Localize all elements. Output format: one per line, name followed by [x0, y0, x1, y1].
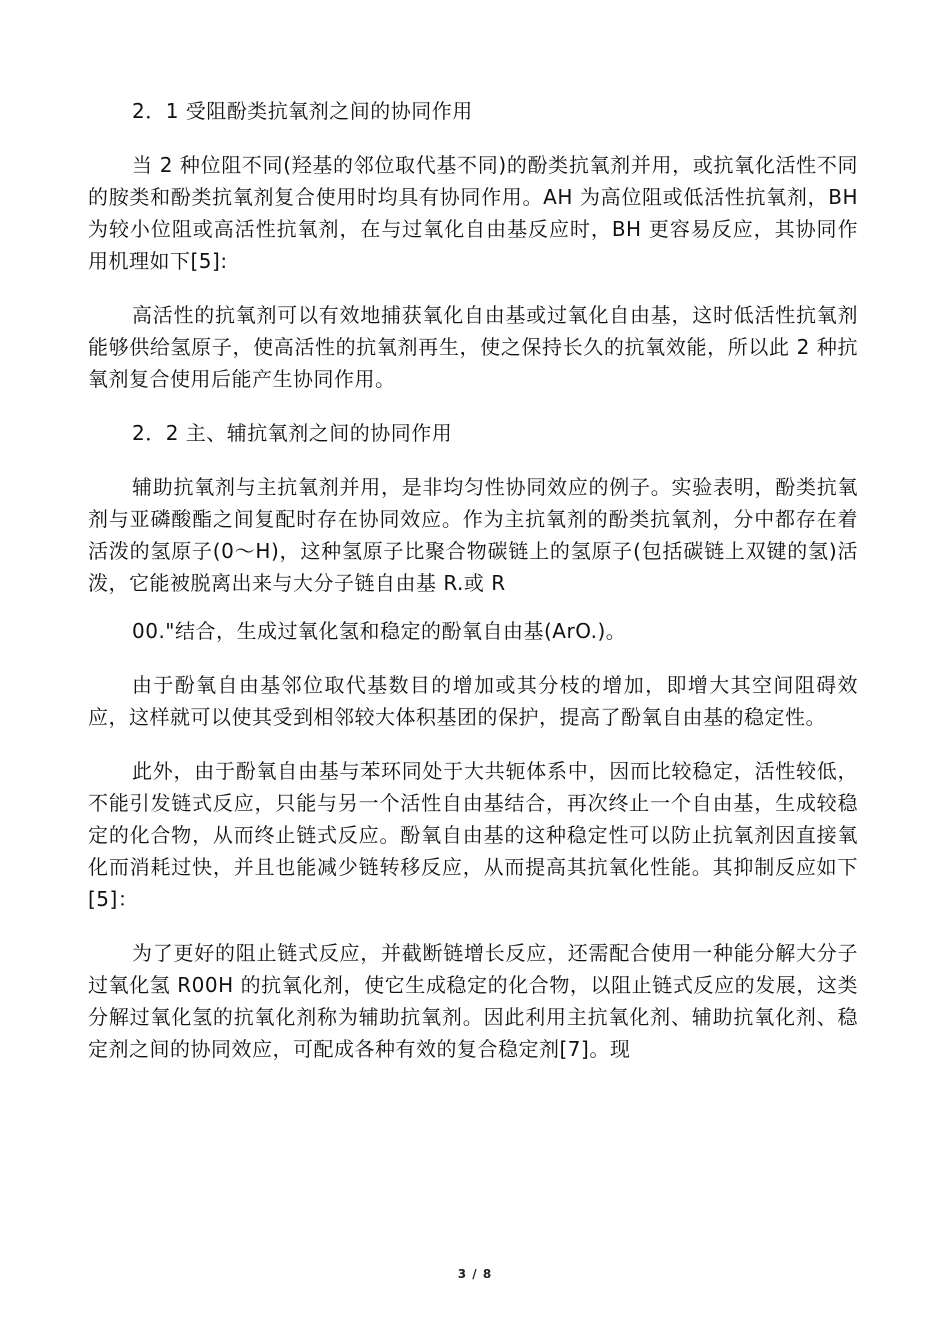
paragraph-phenoxy-radical-formation: 00."结合，生成过氧化氢和稳定的酚氧自由基(ArO.)。 — [132, 619, 627, 643]
paragraph-steric-hindrance: 由于酚氧自由基邻位取代基数目的增加或其分枝的增加，即增大其空间阻碍效应，这样就可以使其受到相邻较大体积基团的保护，提高了酚氧自由基的稳定性。 — [88, 673, 858, 729]
paragraph-auxiliary-antioxidant: 辅助抗氧剂与主抗氧剂并用，是非均匀性协同效应的例子。实验表明，酚类抗氧剂与亚磷酸酯之间复配时存在协同效应。作为主抗氧剂的酚类抗氧剂，分中都存在着活泼的氢原子(0～H)，这种氢原子比聚合物碳链上的氢原子(包括碳链上双键的氢)活泼，它能被脱离出来与大分子链自由基 R.或 R — [88, 475, 858, 595]
paragraph-high-activity-antioxidant: 高活性的抗氧剂可以有效地捕获氧化自由基或过氧化自由基，这时低活性抗氧剂能够供给氢原子，使高活性的抗氧剂再生，使之保持长久的抗氧效能，所以此 2 种抗氧剂复合使用后能产生协同作用。 — [88, 303, 858, 391]
section-heading-2-1: 2．1 受阻酚类抗氧剂之间的协同作用 — [132, 99, 473, 123]
page-number: 3 / 8 — [457, 1267, 493, 1281]
paragraph-hydroperoxide-decomposition: 为了更好的阻止链式反应，并截断链增长反应，还需配合使用一种能分解大分子过氧化氢 R00H 的抗氧化剂，使它生成稳定的化合物，以阻止链式反应的发展，这类分解过氧化氢的抗氧化剂称为辅助抗氧剂。因此利用主抗氧化剂、辅助抗氧化剂、稳定剂之间的协同效应，可配成各种有效的复合稳定剂[7]。现 — [88, 941, 858, 1061]
document-page — [88, 95, 858, 1087]
paragraph-synergy-hindered-phenols: 当 2 种位阻不同(羟基的邻位取代基不同)的酚类抗氧剂并用，或抗氧化活性不同的胺类和酚类抗氧剂复合使用时均具有协同作用。AH 为高位阻或低活性抗氧剂，BH 为较小位阻或高活性抗氧剂，在与过氧化自由基反应时，BH 更容易反应，其协同作用机理如下[5]: — [88, 153, 858, 273]
section-heading-2-2: 2．2 主、辅抗氧剂之间的协同作用 — [132, 421, 453, 445]
paragraph-conjugated-system: 此外，由于酚氧自由基与苯环同处于大共轭体系中，因而比较稳定，活性较低，不能引发链式反应，只能与另一个活性自由基结合，再次终止一个自由基，生成较稳定的化合物，从而终止链式反应。酚氧自由基的这种稳定性可以防止抗氧剂因直接氧化而消耗过快，并且也能减少链转移反应，从而提高其抗氧化性能。其抑制反应如下[5]： — [88, 759, 858, 911]
